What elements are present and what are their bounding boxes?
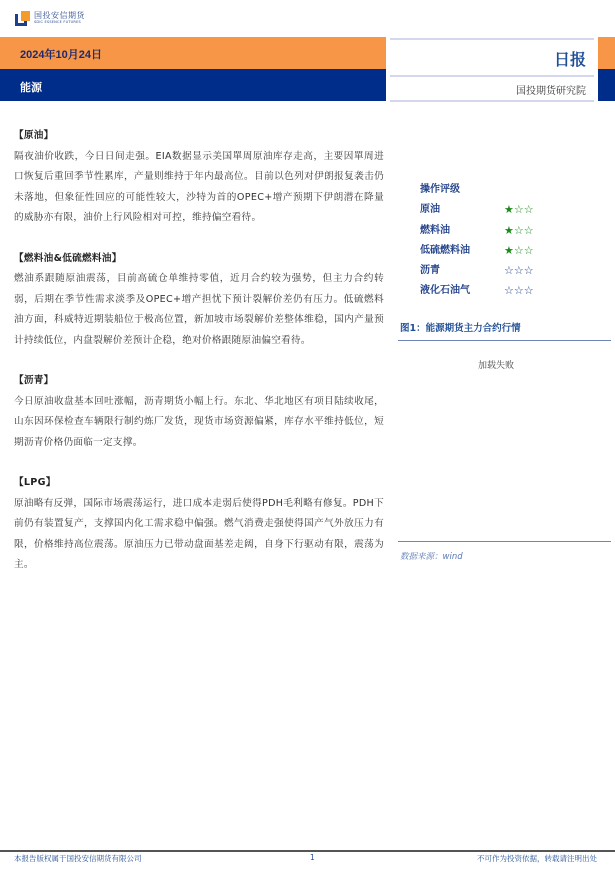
rating-name: 低硫燃料油 xyxy=(420,244,470,256)
section-body: 隔夜油价收跌，今日日间走强。EIA数据显示美国單周原油库存走高，主要因單周进口恢复后重回季节性累库，产量则维持于年内最高位。目前以色列对伊朗报复袭击仍未落地，但象征性回应的可能性较大，沙特为首的OPEC+增产预期下伊朗潜在降量的威胁亦有限，油价上行风险相对可控，维持偏空看待。 xyxy=(14,150,384,223)
figure-title: 图1：能源期货主力合约行情 xyxy=(400,323,521,334)
figure-top-rule xyxy=(398,340,611,341)
section-body: 原油略有反弹，国际市场震荡运行，进口成本走弱后使得PDH毛利略有修复。PDH下前仍有装置复产，支撑国内化工需求稳中偏强。燃气消费走强使得国产气外放压力有限，价格维持高位震荡。原油压力已带动盘面基差走阔，自身下行驱动有限，震荡为主。 xyxy=(14,497,384,570)
divider xyxy=(390,38,594,40)
star-rating-icon: ☆☆☆ xyxy=(504,264,534,278)
section-title: 【燃料油&低硫燃料油】 xyxy=(14,252,122,264)
star-rating-icon: ★☆☆ xyxy=(504,243,534,257)
figure-bottom-rule xyxy=(398,541,611,542)
star-rating-icon: ★☆☆ xyxy=(504,223,534,237)
star-rating-icon: ★☆☆ xyxy=(504,203,534,217)
rating-row-lpg xyxy=(420,281,534,301)
section-body: 燃油系跟随原油震荡，目前高硫仓单维持零值，近月合约较为强势，但主力合约转弱，后期在季节性需求淡季及OPEC+增产担忧下预计裂解价差仍有压力。低硫燃料油方面，科威特近期装船位于极高位置，新加坡市场裂解价差整体维稳，国内产量预计持续低位，内盘裂解价差预计企稳，绝对价格跟随原油偏空看待。 xyxy=(14,273,384,346)
rating-name: 原油 xyxy=(420,204,440,216)
rating-name: 沥青 xyxy=(420,265,440,277)
section-title: 【LPG】 xyxy=(14,477,56,488)
section-crude-oil xyxy=(14,126,384,229)
section-title: 【原油】 xyxy=(14,130,54,141)
divider xyxy=(390,100,594,102)
company-logo xyxy=(15,11,85,26)
page-number: 1 xyxy=(310,853,315,862)
rating-row-fuel-oil xyxy=(420,221,534,241)
section-lpg xyxy=(14,473,384,576)
footer-rule xyxy=(0,850,615,852)
divider xyxy=(390,75,594,77)
logo-name-en: SDIC ESSENCE FUTURES xyxy=(34,20,81,25)
rating-row-asphalt xyxy=(420,261,534,281)
section-fuel-oil xyxy=(14,249,384,352)
section-body: 今日原油收盘基本回吐涨幅，沥青期货小幅上行。东北、华北地区有项目陆续收尾，山东因环保检查车辆限行制约炼厂发货，现货市场资源偏紧，库存水平维持低位，短期沥青价格仍面临一定支撑。 xyxy=(14,395,384,448)
figure-source: 数据来源：wind xyxy=(400,552,463,562)
logo-mark-icon xyxy=(15,11,30,26)
logo-name-cn: 国投安信期货 xyxy=(34,11,85,21)
section-asphalt xyxy=(14,371,384,453)
section-title: 【沥青】 xyxy=(14,375,54,386)
report-organization: 国投期货研究院 xyxy=(516,86,586,97)
report-title-panel xyxy=(386,37,598,102)
report-date: 2024年10月24日 xyxy=(20,49,102,61)
rating-row-low-sulfur-fuel-oil xyxy=(420,241,534,261)
rating-header: 操作评级 xyxy=(420,184,460,195)
rating-name: 燃料油 xyxy=(420,224,450,236)
rating-panel xyxy=(420,180,534,302)
footer-disclaimer: 不可作为投资依据，转载请注明出处 xyxy=(477,854,597,863)
report-category: 能源 xyxy=(20,81,42,94)
report-body xyxy=(14,126,384,596)
figure-load-failed-text: 加载失败 xyxy=(478,361,515,371)
footer-copyright: 本报告版权属于国投安信期货有限公司 xyxy=(14,854,142,863)
rating-row-crude-oil xyxy=(420,200,534,220)
report-type: 日报 xyxy=(553,50,586,69)
star-rating-icon: ☆☆☆ xyxy=(504,284,534,298)
rating-name: 液化石油气 xyxy=(420,285,470,297)
